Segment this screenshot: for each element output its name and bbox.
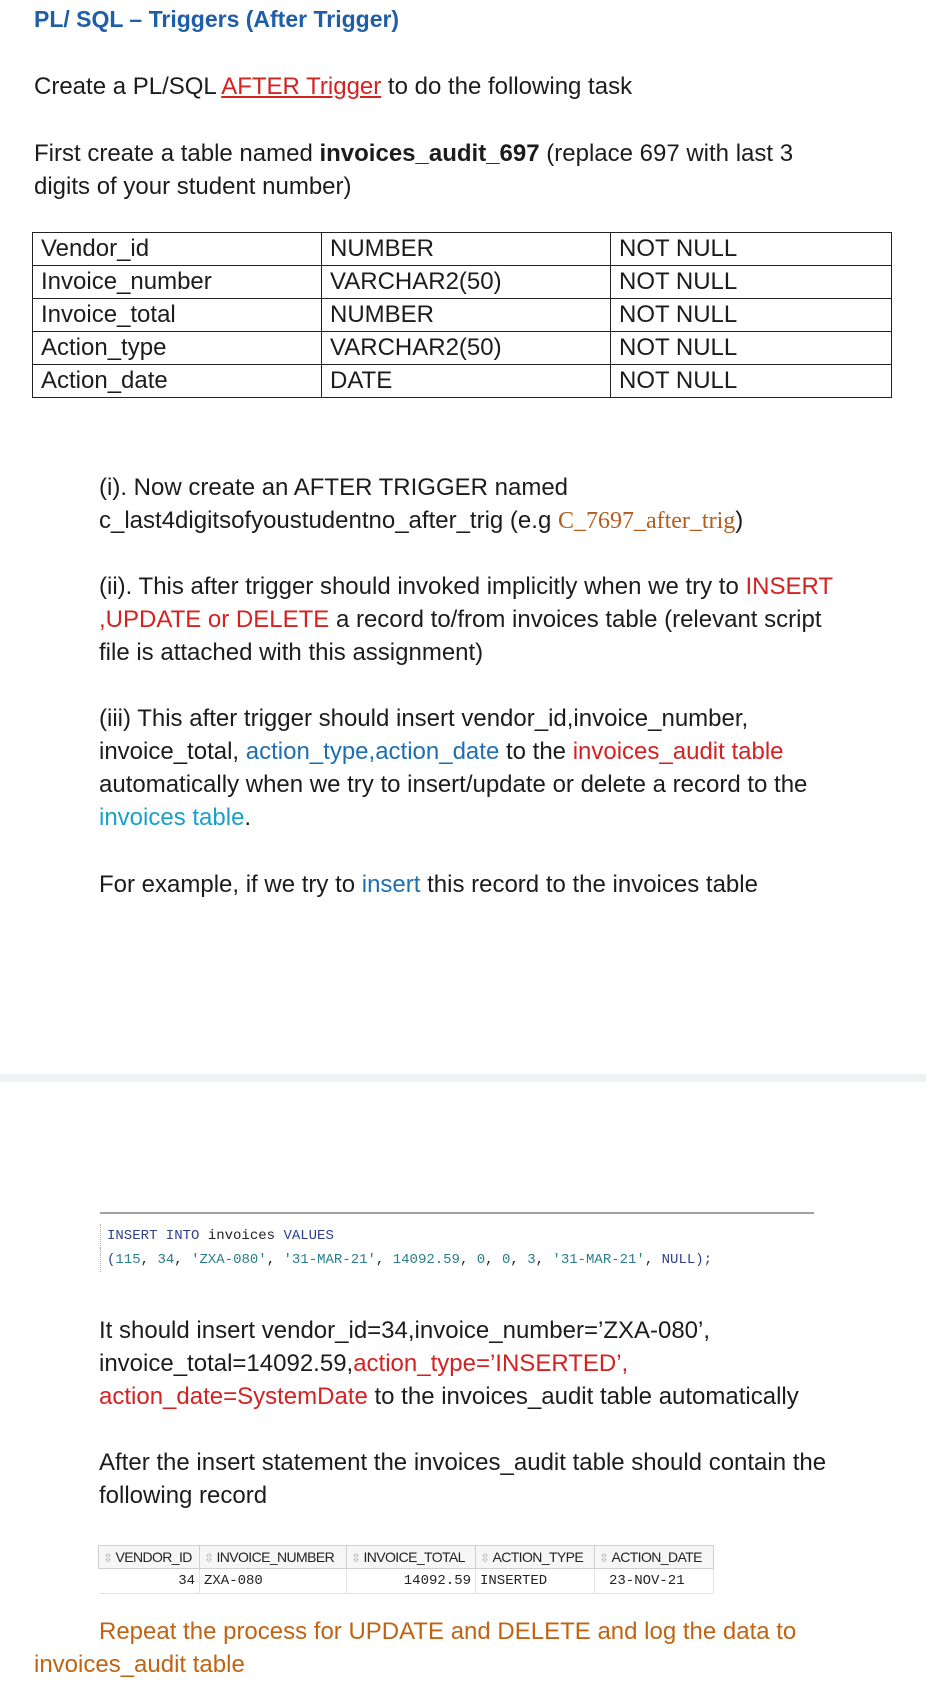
intro-pre: Create a PL/SQL bbox=[34, 73, 222, 100]
step3-invoices-table: invoices table bbox=[99, 804, 245, 831]
column-name: Invoice_number bbox=[33, 266, 322, 299]
cell-invoice-total: 14092.59 bbox=[347, 1569, 476, 1594]
should-action-type: action_type=’INSERTED’, bbox=[353, 1350, 629, 1377]
column-type: NUMBER bbox=[322, 299, 611, 332]
code-val: 0 bbox=[476, 1252, 486, 1268]
table-row bbox=[33, 332, 892, 365]
example-insert: insert bbox=[361, 871, 421, 898]
column-type: VARCHAR2(50) bbox=[322, 332, 611, 365]
code-val: 0 bbox=[501, 1252, 511, 1268]
header-vendor-id[interactable] bbox=[99, 1546, 200, 1569]
table-row bbox=[99, 1569, 714, 1594]
header-action-date[interactable] bbox=[595, 1546, 714, 1569]
step2-update-delete: ,UPDATE or DELETE bbox=[99, 606, 330, 633]
code-val: 14092.59 bbox=[392, 1252, 460, 1268]
step2-insert: INSERT bbox=[745, 573, 834, 600]
code-line-1 bbox=[100, 1224, 814, 1248]
intro-text bbox=[34, 70, 632, 103]
column-type: NUMBER bbox=[322, 233, 611, 266]
step1-line1: (i). Now create an AFTER TRIGGER named bbox=[99, 474, 569, 501]
step1-line2: c_last4digitsofyoustudentno_after_trig (e.g bbox=[99, 507, 558, 534]
should-l2pre: invoice_total=14092.59, bbox=[99, 1350, 354, 1377]
code-val: 3 bbox=[527, 1252, 536, 1268]
step3-l2pre: invoice_total, bbox=[99, 738, 246, 765]
repeat-line-2: invoices_audit table bbox=[34, 1651, 245, 1678]
intro-post: to do the following task bbox=[381, 73, 633, 100]
code-val: 'ZXA-080' bbox=[191, 1252, 267, 1268]
should-l3post: to the invoices_audit table automatically bbox=[367, 1383, 799, 1410]
step-3 bbox=[99, 702, 909, 834]
example-pre: For example, if we try to bbox=[99, 871, 362, 898]
code-close: ); bbox=[695, 1252, 713, 1268]
sort-icon: ⇳ bbox=[351, 1551, 361, 1565]
step1-close: ) bbox=[735, 507, 744, 534]
cell-action-type: INSERTED bbox=[476, 1569, 595, 1594]
header-invoice-total[interactable] bbox=[347, 1546, 476, 1569]
should-insert-paragraph bbox=[99, 1314, 909, 1413]
code-table: invoices bbox=[199, 1228, 284, 1244]
step-1 bbox=[99, 471, 899, 538]
first-post2: digits of your student number) bbox=[34, 173, 352, 200]
header-label: ACTION_TYPE bbox=[492, 1549, 584, 1565]
header-label: INVOICE_TOTAL bbox=[363, 1549, 465, 1565]
step2-l1pre: (ii). This after trigger should invoked implicitly when we try to bbox=[99, 573, 746, 600]
column-type: DATE bbox=[322, 365, 611, 398]
sort-icon: ⇳ bbox=[599, 1551, 609, 1565]
column-name: Action_type bbox=[33, 332, 322, 365]
after-l1: After the insert statement the invoices_audit table should contain the bbox=[99, 1449, 827, 1476]
repeat-line-1: Repeat the process for UPDATE and DELETE and log the data to bbox=[99, 1618, 797, 1645]
column-name: Action_date bbox=[33, 365, 322, 398]
column-name: Invoice_total bbox=[33, 299, 322, 332]
after-l2: following record bbox=[99, 1482, 268, 1509]
code-val: 34 bbox=[157, 1252, 175, 1268]
header-label: ACTION_DATE bbox=[611, 1549, 702, 1565]
table-row bbox=[33, 365, 892, 398]
code-insert-into: INSERT INTO bbox=[107, 1228, 200, 1244]
example-text bbox=[99, 868, 758, 901]
header-invoice-number[interactable] bbox=[200, 1546, 347, 1569]
header-action-type[interactable] bbox=[476, 1546, 595, 1569]
cell-vendor-id: 34 bbox=[99, 1569, 200, 1594]
column-constraint: NOT NULL bbox=[611, 266, 892, 299]
step2-l3: file is attached with this assignment) bbox=[99, 639, 484, 666]
trigger-example-name: C_7697_after_trig bbox=[557, 508, 736, 534]
header-label: INVOICE_NUMBER bbox=[216, 1549, 335, 1565]
first-paragraph bbox=[34, 137, 904, 203]
step3-l2mid: to the bbox=[499, 738, 573, 765]
first-pre: First create a table named bbox=[34, 140, 320, 167]
column-name: Vendor_id bbox=[33, 233, 322, 266]
code-values: VALUES bbox=[283, 1228, 334, 1244]
audit-result-table bbox=[98, 1545, 714, 1594]
step3-l3: automatically when we try to insert/update or delete a record to the bbox=[99, 771, 808, 798]
step3-audit-table: invoices_audit table bbox=[572, 738, 784, 765]
schema-table bbox=[32, 232, 892, 398]
code-open: ( bbox=[107, 1252, 116, 1268]
step2-l2post: a record to/from invoices table (relevant script bbox=[329, 606, 822, 633]
step3-l4post: . bbox=[244, 804, 252, 831]
sort-icon: ⇳ bbox=[480, 1551, 490, 1565]
after-trigger-link[interactable]: AFTER Trigger bbox=[221, 73, 382, 100]
step-2 bbox=[99, 570, 909, 669]
example-post: this record to the invoices table bbox=[420, 871, 758, 898]
step3-columns: action_type,action_date bbox=[245, 738, 500, 765]
column-constraint: NOT NULL bbox=[611, 299, 892, 332]
first-post1: (replace 697 with last 3 bbox=[539, 140, 794, 167]
table-row bbox=[33, 299, 892, 332]
should-l1: It should insert vendor_id=34,invoice_number=’ZXA-080’, bbox=[99, 1317, 711, 1344]
column-constraint: NOT NULL bbox=[611, 365, 892, 398]
column-constraint: NOT NULL bbox=[611, 332, 892, 365]
code-val: '31-MAR-21' bbox=[552, 1252, 645, 1268]
table-row bbox=[33, 266, 892, 299]
step3-l1: (iii) This after trigger should insert vendor_id,invoice_number, bbox=[99, 705, 749, 732]
insert-code-block bbox=[100, 1212, 814, 1272]
code-line-2: (115, 34, 'ZXA-080', '31-MAR-21', 14092.59, 0, 0, 3, '31-MAR-21', NULL); bbox=[100, 1248, 814, 1272]
header-label: VENDOR_ID bbox=[115, 1549, 192, 1565]
table-row bbox=[33, 233, 892, 266]
section-divider bbox=[0, 1074, 926, 1082]
after-insert-paragraph bbox=[99, 1446, 909, 1512]
column-constraint: NOT NULL bbox=[611, 233, 892, 266]
page-title: PL/ SQL – Triggers (After Trigger) bbox=[34, 6, 400, 32]
should-action-date: action_date=SystemDate bbox=[99, 1383, 368, 1410]
sort-icon: ⇳ bbox=[103, 1551, 113, 1565]
column-type: VARCHAR2(50) bbox=[322, 266, 611, 299]
cell-invoice-number: ZXA-080 bbox=[200, 1569, 347, 1594]
result-header-row bbox=[99, 1546, 714, 1569]
cell-action-date: 23-NOV-21 bbox=[595, 1569, 714, 1594]
sort-icon: ⇳ bbox=[204, 1551, 214, 1565]
table-name: invoices_audit_697 bbox=[319, 140, 540, 167]
code-null: NULL bbox=[661, 1252, 696, 1268]
code-val: '31-MAR-21' bbox=[283, 1252, 376, 1268]
code-val: 115 bbox=[115, 1252, 141, 1268]
